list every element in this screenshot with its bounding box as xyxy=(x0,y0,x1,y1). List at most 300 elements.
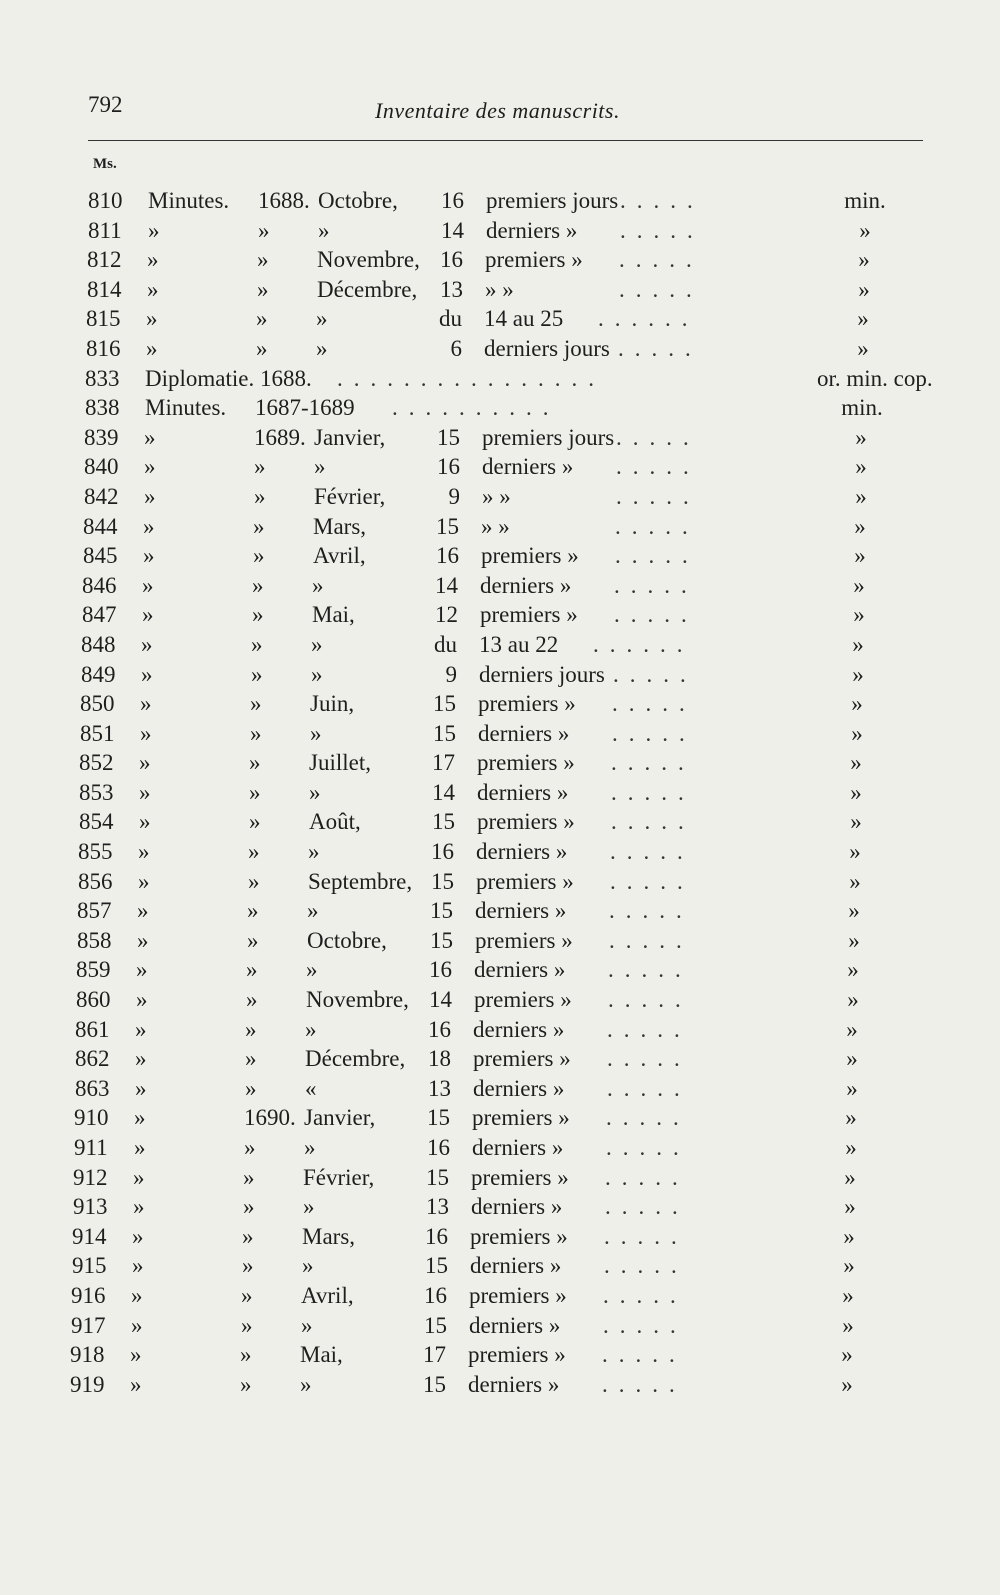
month: » xyxy=(306,957,318,983)
document-type: » xyxy=(847,957,859,983)
list-item xyxy=(0,955,1000,985)
document-type: » xyxy=(850,809,862,835)
document-type: » xyxy=(854,513,866,539)
description: derniers jours xyxy=(479,661,605,687)
dot-leader: ..... xyxy=(606,1135,690,1160)
day-count: 16 xyxy=(427,1135,450,1160)
day-count: 15 xyxy=(424,1312,447,1338)
list-item xyxy=(0,304,1000,334)
description: premiers » xyxy=(477,750,575,776)
dot-leader: ..... xyxy=(615,543,699,569)
day-count: 16 xyxy=(424,1282,447,1308)
year: » xyxy=(252,572,264,598)
description: derniers » xyxy=(478,720,570,746)
dot-leader: ..... xyxy=(604,1223,688,1249)
dot-leader: ..... xyxy=(604,1253,688,1279)
year: » xyxy=(242,1223,254,1249)
category: » xyxy=(130,1342,142,1368)
list-item xyxy=(0,1311,1000,1341)
manuscript-list xyxy=(0,186,1000,1399)
year: » xyxy=(254,483,266,509)
day-count: du xyxy=(439,306,462,332)
category: » xyxy=(131,1282,143,1308)
month: Novembre, xyxy=(306,987,409,1013)
dot-leader: ..... xyxy=(613,661,697,687)
description: derniers » xyxy=(475,898,567,924)
dot-leader: ..... xyxy=(616,424,700,450)
month: Octobre, xyxy=(318,188,398,213)
year: 1689. xyxy=(254,424,306,450)
document-type: » xyxy=(859,217,871,243)
day-count: 15 xyxy=(430,927,453,953)
description: premiers » xyxy=(471,1164,569,1190)
year: » xyxy=(240,1371,252,1397)
category: » xyxy=(139,809,151,835)
day-count: 16 xyxy=(428,1016,451,1042)
dot-leader: ..... xyxy=(612,720,696,746)
document-type: min. xyxy=(841,395,883,421)
list-item xyxy=(0,985,1000,1015)
description: premiers » xyxy=(469,1282,567,1308)
list-item xyxy=(0,1251,1000,1281)
day-count: 15 xyxy=(436,513,459,539)
manuscript-number: 846 xyxy=(82,572,117,598)
dot-leader: ..... xyxy=(607,1016,691,1042)
description: derniers » xyxy=(473,1016,565,1042)
list-item xyxy=(0,926,1000,956)
month: » xyxy=(304,1135,316,1160)
category: » xyxy=(134,1135,146,1160)
category: » xyxy=(143,513,155,539)
category: Minutes. xyxy=(145,395,227,421)
category: Minutes. xyxy=(148,188,230,213)
list-item xyxy=(0,186,1000,216)
list-item xyxy=(0,630,1000,660)
description: derniers » xyxy=(482,454,574,480)
day-count: 15 xyxy=(423,1371,446,1397)
description: premiers » xyxy=(477,809,575,835)
category: » xyxy=(136,957,148,983)
document-type: » xyxy=(847,987,859,1013)
description: derniers jours xyxy=(484,335,610,361)
dot-leader: ..... xyxy=(605,1164,689,1190)
document-type: » xyxy=(842,1312,854,1338)
dot-leader: .......... xyxy=(392,395,560,421)
document-type: » xyxy=(843,1253,855,1279)
description: derniers » xyxy=(468,1371,560,1397)
document-type: » xyxy=(857,335,869,361)
page-number: 792 xyxy=(88,92,123,117)
day-count: 15 xyxy=(431,868,454,894)
document-type: » xyxy=(845,1105,857,1131)
day-count: 14 xyxy=(429,987,452,1013)
dot-leader: ..... xyxy=(609,898,693,924)
description: premiers » xyxy=(468,1342,566,1368)
manuscript-number: 852 xyxy=(79,750,114,776)
manuscript-number: 855 xyxy=(78,839,113,865)
document-type: » xyxy=(855,454,867,480)
description: derniers » xyxy=(477,779,569,805)
year: » xyxy=(242,1253,254,1279)
dot-leader: ..... xyxy=(609,927,693,953)
list-item xyxy=(0,689,1000,719)
month: » xyxy=(316,335,328,361)
month: » xyxy=(312,572,324,598)
document-type: » xyxy=(843,1223,855,1249)
month: » xyxy=(311,661,323,687)
category: Diplomatie. 1688. xyxy=(145,365,312,391)
manuscript-number: 858 xyxy=(77,927,112,953)
column-label: Ms. xyxy=(93,156,117,172)
category: » xyxy=(148,217,160,243)
manuscript-number: 914 xyxy=(72,1223,107,1249)
day-count: 15 xyxy=(427,1105,450,1131)
manuscript-number: 910 xyxy=(74,1105,109,1131)
description: 14 au 25 xyxy=(484,306,564,332)
manuscript-number: 911 xyxy=(74,1135,108,1160)
month: » xyxy=(310,720,322,746)
day-count: 15 xyxy=(425,1253,448,1279)
category: » xyxy=(133,1194,145,1220)
manuscript-number: 854 xyxy=(79,809,114,835)
year: » xyxy=(250,720,262,746)
year: » xyxy=(245,1075,257,1101)
dot-leader: ..... xyxy=(612,691,696,717)
category: » xyxy=(142,602,154,628)
category: » xyxy=(135,1046,147,1072)
list-item xyxy=(0,1163,1000,1193)
manuscript-number: 916 xyxy=(71,1282,106,1308)
day-count: 13 xyxy=(440,276,463,302)
manuscript-number: 917 xyxy=(71,1312,106,1338)
category: » xyxy=(133,1164,145,1190)
day-count: 14 xyxy=(432,779,455,805)
list-item xyxy=(0,393,1000,423)
day-count: 9 xyxy=(448,483,460,509)
year: » xyxy=(245,1016,257,1042)
list-item xyxy=(0,423,1000,453)
day-count: 17 xyxy=(432,750,455,776)
year: » xyxy=(256,306,268,332)
document-type: » xyxy=(848,898,860,924)
month: » xyxy=(318,217,330,243)
document-type: » xyxy=(852,631,864,657)
day-count: 12 xyxy=(435,602,458,628)
category: » xyxy=(139,750,151,776)
year: » xyxy=(250,691,262,717)
description: premiers » xyxy=(472,1105,570,1131)
description: derniers » xyxy=(469,1312,561,1338)
dot-leader: ..... xyxy=(608,957,692,983)
document-type: » xyxy=(853,602,865,628)
document-type: » xyxy=(841,1371,853,1397)
manuscript-number: 844 xyxy=(83,513,118,539)
manuscript-number: 842 xyxy=(84,483,119,509)
manuscript-number: 840 xyxy=(84,454,119,480)
month: Janvier, xyxy=(314,424,386,450)
list-item xyxy=(0,1074,1000,1104)
dot-leader: ..... xyxy=(608,987,692,1013)
description: premiers jours xyxy=(482,424,615,450)
day-count: 16 xyxy=(431,839,454,865)
category: » xyxy=(146,306,158,332)
year: » xyxy=(246,957,258,983)
list-item xyxy=(0,896,1000,926)
day-count: 14 xyxy=(441,217,464,243)
manuscript-number: 811 xyxy=(88,217,122,243)
year: » xyxy=(240,1342,252,1368)
list-item xyxy=(0,245,1000,275)
page-header xyxy=(88,92,923,144)
day-count: 17 xyxy=(423,1342,446,1368)
description: derniers » xyxy=(480,572,572,598)
list-item xyxy=(0,1281,1000,1311)
category: » xyxy=(140,720,152,746)
day-count: 14 xyxy=(435,572,458,598)
document-type: » xyxy=(855,424,867,450)
dot-leader: ..... xyxy=(607,1075,691,1101)
year: 1687-1689 xyxy=(255,395,355,421)
description: premiers » xyxy=(485,247,583,273)
month: Janvier, xyxy=(304,1105,376,1131)
list-item xyxy=(0,482,1000,512)
list-item xyxy=(0,1044,1000,1074)
description: derniers » xyxy=(486,217,578,243)
month: » xyxy=(300,1371,312,1397)
description: premiers » xyxy=(470,1223,568,1249)
month: » xyxy=(301,1312,313,1338)
description: derniers » xyxy=(476,839,568,865)
description: » » xyxy=(485,276,514,302)
document-type: » xyxy=(846,1046,858,1072)
description: premiers » xyxy=(478,691,576,717)
day-count: 15 xyxy=(433,691,456,717)
category: » xyxy=(143,543,155,569)
description: 13 au 22 xyxy=(479,631,559,657)
dot-leader: ..... xyxy=(615,513,699,539)
dot-leader: ..... xyxy=(610,839,694,865)
month: « xyxy=(305,1075,317,1101)
month: Décembre, xyxy=(317,276,418,302)
day-count: 15 xyxy=(437,424,460,450)
document-type: » xyxy=(850,750,862,776)
document-type: » xyxy=(853,572,865,598)
manuscript-number: 862 xyxy=(75,1046,110,1072)
dot-leader: ..... xyxy=(605,1194,689,1220)
document-type: » xyxy=(851,720,863,746)
list-item xyxy=(0,512,1000,542)
dot-leader: ................ xyxy=(337,365,605,391)
dot-leader: ..... xyxy=(619,247,703,273)
dot-leader: ..... xyxy=(611,750,695,776)
dot-leader: ..... xyxy=(603,1282,687,1308)
document-type: » xyxy=(846,1075,858,1101)
description: premiers » xyxy=(480,602,578,628)
document-type: » xyxy=(844,1194,856,1220)
category: » xyxy=(132,1223,144,1249)
year: » xyxy=(243,1164,255,1190)
year: » xyxy=(256,335,268,361)
manuscript-number: 833 xyxy=(85,365,120,391)
year: » xyxy=(251,661,263,687)
description: premiers » xyxy=(474,987,572,1013)
year: » xyxy=(257,247,269,273)
category: » xyxy=(147,276,159,302)
day-count: 16 xyxy=(437,454,460,480)
manuscript-number: 918 xyxy=(70,1342,105,1368)
category: » xyxy=(136,987,148,1013)
year: » xyxy=(244,1135,256,1160)
running-title: Inventaire des manuscrits. xyxy=(375,98,620,123)
dot-leader: ..... xyxy=(602,1371,686,1397)
list-item xyxy=(0,807,1000,837)
day-count: 15 xyxy=(426,1164,449,1190)
manuscript-number: 814 xyxy=(87,276,122,302)
manuscript-number: 810 xyxy=(88,188,123,213)
description: premiers » xyxy=(481,543,579,569)
month: Février, xyxy=(303,1164,375,1190)
month: Juin, xyxy=(310,691,355,717)
month: » xyxy=(303,1194,315,1220)
description: derniers » xyxy=(472,1135,564,1160)
dot-leader: ..... xyxy=(607,1046,691,1072)
month: » xyxy=(302,1253,314,1279)
year: » xyxy=(257,276,269,302)
category: » xyxy=(137,898,149,924)
month: Mai, xyxy=(300,1342,343,1368)
description: derniers » xyxy=(471,1194,563,1220)
month: Novembre, xyxy=(317,247,420,273)
manuscript-number: 860 xyxy=(76,987,111,1013)
dot-leader: ..... xyxy=(610,868,694,894)
manuscript-number: 863 xyxy=(75,1075,110,1101)
year: » xyxy=(254,454,266,480)
day-count: 15 xyxy=(432,809,455,835)
year: » xyxy=(247,927,259,953)
category: » xyxy=(135,1016,147,1042)
category: » xyxy=(140,691,152,717)
month: » xyxy=(309,779,321,805)
document-type: » xyxy=(845,1135,857,1160)
dot-leader: ..... xyxy=(606,1105,690,1131)
month: » xyxy=(314,454,326,480)
document-type: or. min. cop. xyxy=(817,365,933,391)
month: » xyxy=(305,1016,317,1042)
list-item xyxy=(0,1370,1000,1400)
year: » xyxy=(253,543,265,569)
list-item xyxy=(0,837,1000,867)
category: » xyxy=(147,247,159,273)
category: » xyxy=(144,454,156,480)
list-item xyxy=(0,778,1000,808)
day-count: 16 xyxy=(436,543,459,569)
list-item xyxy=(0,334,1000,364)
dot-leader: ..... xyxy=(616,454,700,480)
list-item xyxy=(0,1192,1000,1222)
list-item xyxy=(0,1015,1000,1045)
month: Juillet, xyxy=(309,750,371,776)
year: » xyxy=(245,1046,257,1072)
document-type: » xyxy=(852,661,864,687)
year: » xyxy=(248,868,260,894)
dot-leader: ..... xyxy=(611,809,695,835)
dot-leader: ...... xyxy=(593,631,694,657)
day-count: 16 xyxy=(429,957,452,983)
dot-leader: ..... xyxy=(614,572,698,598)
category: » xyxy=(146,335,158,361)
manuscript-number: 839 xyxy=(84,424,119,450)
list-item xyxy=(0,541,1000,571)
list-item xyxy=(0,275,1000,305)
document-type: min. xyxy=(844,188,886,213)
document-type: » xyxy=(851,691,863,717)
manuscript-number: 859 xyxy=(76,957,111,983)
month: Décembre, xyxy=(305,1046,406,1072)
month: Avril, xyxy=(301,1282,354,1308)
list-item xyxy=(0,452,1000,482)
dot-leader: ..... xyxy=(620,217,704,243)
year: » xyxy=(252,602,264,628)
month: » xyxy=(307,898,319,924)
dot-leader: ..... xyxy=(620,188,704,213)
document-type: » xyxy=(858,276,870,302)
dot-leader: ...... xyxy=(598,306,699,332)
category: » xyxy=(141,661,153,687)
document-type: » xyxy=(849,839,861,865)
category: » xyxy=(139,779,151,805)
day-count: 13 xyxy=(426,1194,449,1220)
description: derniers » xyxy=(474,957,566,983)
month: » xyxy=(311,631,323,657)
year: 1688. xyxy=(258,188,310,213)
day-count: 15 xyxy=(433,720,456,746)
manuscript-number: 838 xyxy=(85,395,120,421)
year: 1690. xyxy=(244,1105,296,1131)
list-item xyxy=(0,1133,1000,1163)
day-count: 6 xyxy=(450,335,462,361)
list-item xyxy=(0,600,1000,630)
year: » xyxy=(251,631,263,657)
manuscript-number: 915 xyxy=(72,1253,107,1279)
manuscript-number: 816 xyxy=(86,335,121,361)
category: » xyxy=(144,483,156,509)
category: » xyxy=(144,424,156,450)
month: Mars, xyxy=(313,513,367,539)
manuscript-number: 857 xyxy=(77,898,112,924)
document-type: » xyxy=(842,1282,854,1308)
description: » » xyxy=(482,483,511,509)
month: Octobre, xyxy=(307,927,387,953)
list-item xyxy=(0,571,1000,601)
month: Août, xyxy=(309,809,361,835)
description: premiers » xyxy=(473,1046,571,1072)
year: » xyxy=(243,1194,255,1220)
category: » xyxy=(142,572,154,598)
description: derniers » xyxy=(470,1253,562,1279)
year: » xyxy=(249,750,261,776)
manuscript-number: 912 xyxy=(73,1164,108,1190)
day-count: 16 xyxy=(441,188,464,213)
category: » xyxy=(130,1371,142,1397)
year: » xyxy=(253,513,265,539)
list-item xyxy=(0,1340,1000,1370)
manuscript-number: 861 xyxy=(75,1016,110,1042)
document-type: » xyxy=(850,779,862,805)
manuscript-number: 919 xyxy=(70,1371,105,1397)
description: derniers » xyxy=(473,1075,565,1101)
category: » xyxy=(135,1075,147,1101)
list-item xyxy=(0,216,1000,246)
